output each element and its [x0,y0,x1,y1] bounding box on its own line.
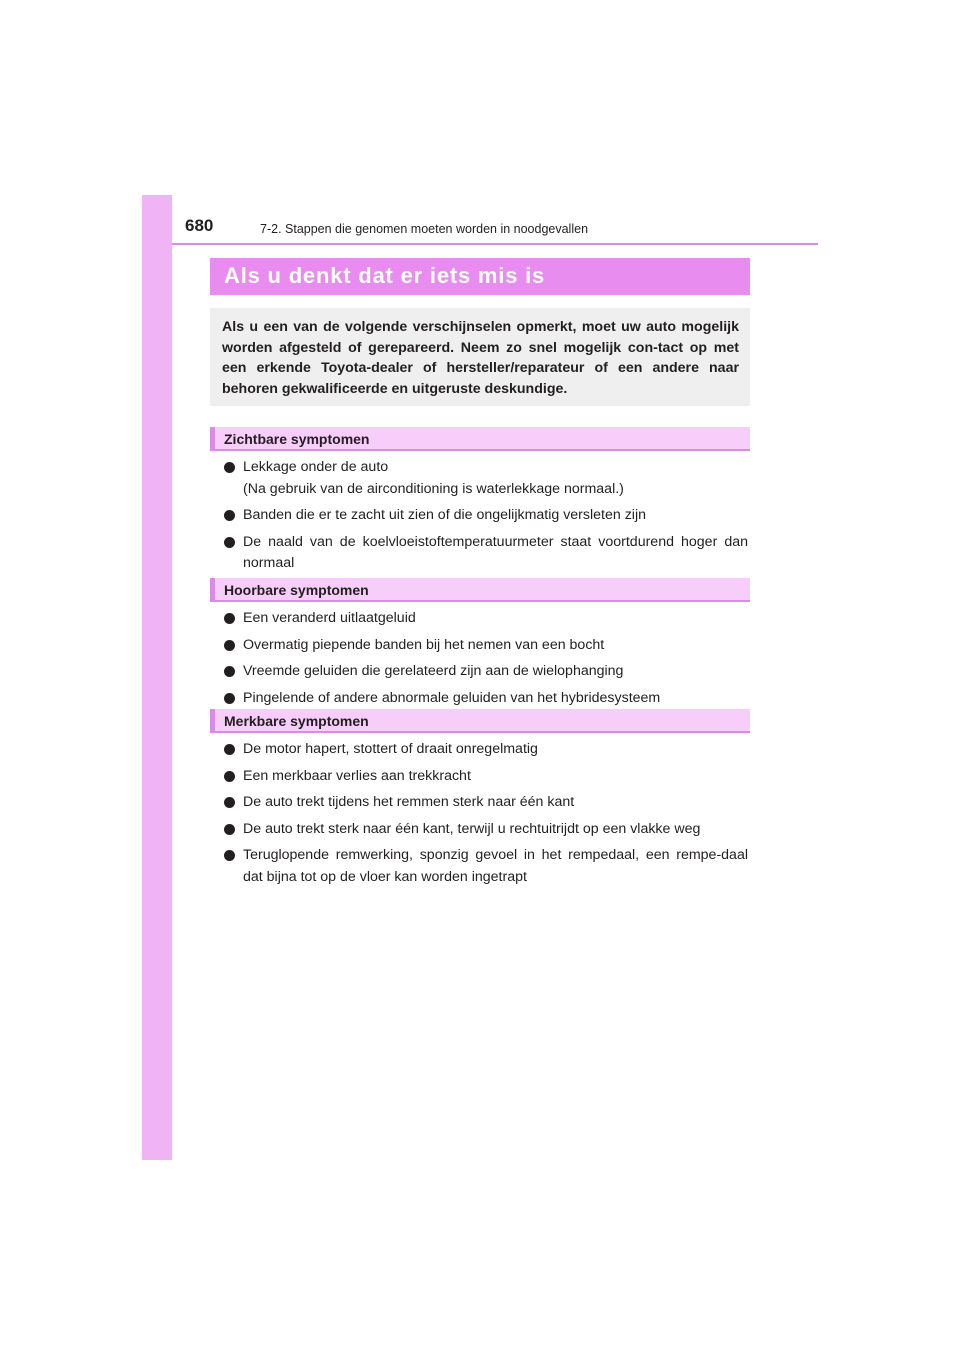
bullet-icon [224,771,235,782]
item-text: De naald van de koelvloeistoftemperatuurmeter staat voortdurend hoger dan normaal [243,533,748,571]
list-item [224,532,748,575]
section-header-audible [210,578,750,602]
symptom-list-audible [224,608,748,714]
symptom-list-noticeable [224,739,748,893]
bullet-icon [224,510,235,521]
bullet-icon [224,537,235,548]
item-text: Vreemde geluiden die gerelateerd zijn aan de wielophanging [243,663,624,679]
list-item [224,792,748,814]
section-title: Hoorbare symptomen [224,582,369,598]
bullet-icon [224,850,235,861]
bullet-icon [224,666,235,677]
item-text: Overmatig piepende banden bij het nemen van een bocht [243,636,605,653]
page-title-bar [210,258,750,295]
section-title: Zichtbare symptomen [224,431,370,447]
item-text: Teruglopende remwerking, sponzig gevoel in het rempedaal, een rempe-daal dat bijna tot op de vloer kan worden ingetrapt [243,847,748,885]
list-item [224,845,748,888]
list-item [224,688,748,710]
header-divider [172,243,818,245]
intro-box [210,308,750,406]
page-number: 680 [185,216,214,235]
bullet-icon [224,640,235,651]
list-item [224,635,748,657]
item-text: Lekkage onder de auto [243,459,389,475]
bullet-icon [224,462,235,473]
chapter-side-strip [142,195,172,1160]
list-item [224,739,748,761]
list-item [224,766,748,788]
item-text: De auto trekt sterk naar één kant, terwijl u rechtuitrijdt op een vlakke weg [243,820,701,837]
section-header-visible [210,427,750,451]
list-item [224,505,748,527]
item-note: (Na gebruik van de airconditioning is waterlekkage normaal.) [243,480,624,497]
item-text: Pingelende of andere abnormale geluiden van het hybridesysteem [243,689,661,706]
list-item [224,661,748,683]
item-text: De motor hapert, stottert of draait onregelmatig [243,741,538,757]
bullet-icon [224,613,235,624]
running-header: 7-2. Stappen die genomen moeten worden in noodgevallen [260,222,589,236]
bullet-icon [224,744,235,755]
list-item [224,457,748,500]
section-title: Merkbare symptomen [224,713,369,729]
list-item [224,819,748,841]
item-text: De auto trekt tijdens het remmen sterk naar één kant [243,794,575,810]
item-text: Een merkbaar verlies aan trekkracht [243,767,471,784]
symptom-list-visible [224,457,748,580]
item-text: Een veranderd uitlaatgeluid [243,610,416,626]
bullet-icon [224,693,235,704]
bullet-icon [224,797,235,808]
list-item [224,608,748,630]
bullet-icon [224,824,235,835]
section-header-noticeable [210,709,750,733]
page-title: Als u denkt dat er iets mis is [224,263,546,288]
intro-text: Als u een van de volgende verschijnselen opmerkt, moet uw auto mogelijk worden afgesteld of gerepareerd. Neem zo snel mogelijk con-tact op met een erkende Toyota-dealer of hersteller/reparateur of een andere naar behoren gekwalificeerde en uitgeruste deskundige. [222,319,739,398]
item-text: Banden die er te zacht uit zien of die ongelijkmatig versleten zijn [243,507,646,523]
